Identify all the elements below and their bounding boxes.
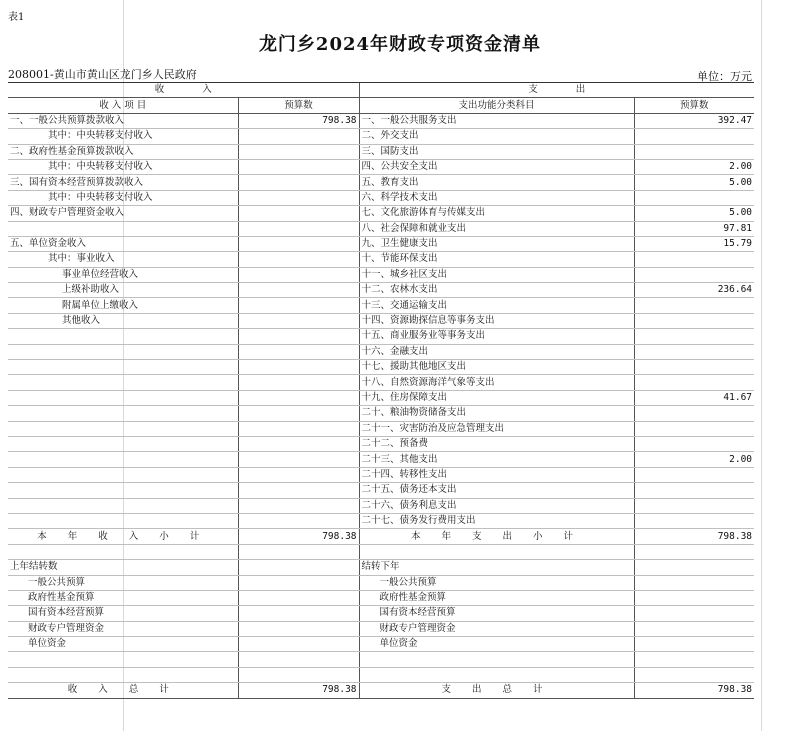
income-item-cell: 三、国有资本经营预算拨款收入: [8, 175, 238, 190]
expense-amount-cell: [634, 637, 754, 652]
expense-amount-cell: [634, 421, 754, 436]
expense-item-cell: 十九、住房保障支出: [359, 390, 634, 405]
income-item-cell: 其中：事业收入: [8, 252, 238, 267]
table-row: [8, 606, 754, 621]
income-amount-cell: 798.38: [238, 529, 359, 544]
income-amount-cell: [238, 421, 359, 436]
income-amount-cell: 798.38: [238, 113, 359, 128]
expense-item-cell: 十八、自然资源海洋气象等支出: [359, 375, 634, 390]
table-row: [8, 190, 754, 205]
table-row: [8, 113, 754, 128]
budget-table: [8, 82, 754, 699]
income-amount-cell: [238, 483, 359, 498]
table-row: [8, 621, 754, 636]
expense-item-cell: 二十五、债务还本支出: [359, 483, 634, 498]
expense-amount-cell: [634, 267, 754, 282]
expense-item-cell: 本 年 支 出 小 计: [359, 529, 634, 544]
expense-amount-cell: 392.47: [634, 113, 754, 128]
income-item-cell: [8, 544, 238, 559]
expense-amount-cell: [634, 252, 754, 267]
income-item-cell: 其他收入: [8, 313, 238, 328]
expense-item-cell: 十三、交通运输支出: [359, 298, 634, 313]
expense-amount-cell: 15.79: [634, 236, 754, 251]
income-amount-cell: [238, 652, 359, 667]
expense-item-cell: 七、文化旅游体育与传媒支出: [359, 206, 634, 221]
income-item-cell: [8, 467, 238, 482]
income-item-cell: [8, 452, 238, 467]
income-amount-cell: [238, 190, 359, 205]
table-row: [8, 421, 754, 436]
income-item-cell: 五、单位资金收入: [8, 236, 238, 251]
header-row: [8, 83, 754, 98]
expense-item-cell: 结转下年: [359, 560, 634, 575]
expense-item-cell: 八、社会保障和就业支出: [359, 221, 634, 236]
expense-item-cell: 三、国防支出: [359, 144, 634, 159]
income-item-cell: 政府性基金预算: [8, 590, 238, 605]
expense-item-cell: 二十、粮油物资储备支出: [359, 406, 634, 421]
expense-item-cell: 四、公共安全支出: [359, 159, 634, 174]
expense-item-cell: 十七、援助其他地区支出: [359, 360, 634, 375]
expense-amount-cell: [634, 652, 754, 667]
income-item-cell: 一、一般公共预算拨款收入: [8, 113, 238, 128]
expense-amount-cell: [634, 436, 754, 451]
income-amount-cell: [238, 590, 359, 605]
expense-item-cell: 十二、农林水支出: [359, 283, 634, 298]
income-header: 收 入: [8, 83, 359, 98]
table-row: [8, 467, 754, 482]
income-amount-cell: [238, 175, 359, 190]
expense-item-cell: 二十一、灾害防治及应急管理支出: [359, 421, 634, 436]
income-amount-cell: [238, 390, 359, 405]
expense-amount-cell: [634, 298, 754, 313]
budget-header: 预算数: [634, 98, 754, 113]
expense-item-cell: 一般公共预算: [359, 575, 634, 590]
table-row: [8, 344, 754, 359]
income-amount-cell: [238, 375, 359, 390]
income-amount-cell: [238, 129, 359, 144]
income-item-cell: [8, 483, 238, 498]
expense-amount-cell: 41.67: [634, 390, 754, 405]
expense-item-cell: 十、节能环保支出: [359, 252, 634, 267]
income-item-cell: [8, 667, 238, 682]
table-row: [8, 221, 754, 236]
table-row: [8, 498, 754, 513]
expense-item-cell: 十一、城乡社区支出: [359, 267, 634, 282]
expense-amount-cell: [634, 129, 754, 144]
expense-amount-cell: 5.00: [634, 206, 754, 221]
income-item-cell: [8, 344, 238, 359]
expense-item-cell: 二十二、预备费: [359, 436, 634, 451]
income-amount-cell: [238, 452, 359, 467]
income-amount-cell: [238, 513, 359, 528]
income-item-cell: [8, 329, 238, 344]
income-amount-cell: [238, 313, 359, 328]
expense-amount-cell: 798.38: [634, 683, 754, 698]
income-item-cell: 国有资本经营预算: [8, 606, 238, 621]
table-row: [8, 252, 754, 267]
income-amount-cell: 798.38: [238, 683, 359, 698]
table-row: [8, 175, 754, 190]
table-row: [8, 390, 754, 405]
income-item-cell: [8, 360, 238, 375]
income-amount-cell: [238, 252, 359, 267]
expense-amount-cell: [634, 190, 754, 205]
table-row: [8, 236, 754, 251]
expense-item-cell: 九、卫生健康支出: [359, 236, 634, 251]
table-tag: 表1: [8, 12, 25, 23]
table-row: [8, 360, 754, 375]
table-row: [8, 452, 754, 467]
table-row: [8, 637, 754, 652]
expense-amount-cell: [634, 560, 754, 575]
expense-amount-cell: 236.64: [634, 283, 754, 298]
expense-amount-cell: [634, 313, 754, 328]
income-amount-cell: [238, 298, 359, 313]
income-amount-cell: [238, 436, 359, 451]
expense-amount-cell: [634, 483, 754, 498]
expense-amount-cell: [634, 606, 754, 621]
table-row: [8, 590, 754, 605]
table-row: [8, 159, 754, 174]
table-row: [8, 313, 754, 328]
income-amount-cell: [238, 221, 359, 236]
income-item-cell: [8, 421, 238, 436]
expense-item-cell: 五、教育支出: [359, 175, 634, 190]
income-item-header: 收 入 项 目: [8, 98, 238, 113]
page-title: 龙门乡2024年财政专项资金清单: [258, 34, 542, 55]
table-row: [8, 544, 754, 559]
income-item-cell: 其中：中央转移支付收入: [8, 190, 238, 205]
income-amount-cell: [238, 544, 359, 559]
expense-item-cell: 二十七、债务发行费用支出: [359, 513, 634, 528]
expense-amount-cell: [634, 344, 754, 359]
income-amount-cell: [238, 621, 359, 636]
income-amount-cell: [238, 467, 359, 482]
income-amount-cell: [238, 560, 359, 575]
expense-amount-cell: [634, 360, 754, 375]
table-row: [8, 436, 754, 451]
income-item-cell: [8, 390, 238, 405]
table-row: [8, 483, 754, 498]
expense-item-cell: 财政专户管理资金: [359, 621, 634, 636]
table-row: [8, 513, 754, 528]
income-item-cell: [8, 513, 238, 528]
income-amount-cell: [238, 667, 359, 682]
table-row: [8, 329, 754, 344]
income-item-cell: [8, 221, 238, 236]
income-item-cell: 事业单位经营收入: [8, 267, 238, 282]
table-row: [8, 144, 754, 159]
expense-header: 支 出: [359, 83, 754, 98]
expense-amount-cell: [634, 406, 754, 421]
income-amount-cell: [238, 406, 359, 421]
income-item-cell: 四、财政专户管理资金收入: [8, 206, 238, 221]
expense-item-cell: [359, 544, 634, 559]
income-amount-cell: [238, 283, 359, 298]
expense-item-cell: 二十三、其他支出: [359, 452, 634, 467]
expense-amount-cell: [634, 575, 754, 590]
expense-item-cell: [359, 667, 634, 682]
expense-item-cell: 十四、资源勘探信息等事务支出: [359, 313, 634, 328]
income-amount-cell: [238, 267, 359, 282]
expense-amount-cell: 798.38: [634, 529, 754, 544]
income-amount-cell: [238, 606, 359, 621]
expense-item-cell: 二十六、债务利息支出: [359, 498, 634, 513]
income-item-cell: 收 入 总 计: [8, 683, 238, 698]
expense-amount-cell: [634, 544, 754, 559]
table-row: [8, 406, 754, 421]
expense-amount-cell: [634, 621, 754, 636]
income-item-cell: [8, 375, 238, 390]
expense-amount-cell: [634, 513, 754, 528]
expense-amount-cell: [634, 498, 754, 513]
income-item-cell: [8, 498, 238, 513]
expense-item-header: 支出功能分类科目: [359, 98, 634, 113]
income-amount-cell: [238, 360, 359, 375]
expense-item-cell: 十六、金融支出: [359, 344, 634, 359]
expense-item-cell: 支 出 总 计: [359, 683, 634, 698]
income-amount-cell: [238, 144, 359, 159]
expense-amount-cell: 97.81: [634, 221, 754, 236]
income-item-cell: 财政专户管理资金: [8, 621, 238, 636]
income-item-cell: [8, 436, 238, 451]
expense-item-cell: [359, 652, 634, 667]
expense-amount-cell: [634, 667, 754, 682]
income-amount-cell: [238, 206, 359, 221]
expense-amount-cell: [634, 329, 754, 344]
table-row: [8, 652, 754, 667]
table-row: [8, 575, 754, 590]
expense-amount-cell: 2.00: [634, 159, 754, 174]
income-amount-cell: [238, 344, 359, 359]
income-amount-cell: [238, 637, 359, 652]
expense-amount-cell: [634, 590, 754, 605]
table-row: [8, 375, 754, 390]
expense-item-cell: 单位资金: [359, 637, 634, 652]
expense-item-cell: 二十四、转移性支出: [359, 467, 634, 482]
income-item-cell: 其中：中央转移支付收入: [8, 129, 238, 144]
table-row: [8, 683, 754, 698]
unit-name: 208001-黄山市黄山区龙门乡人民政府: [8, 68, 197, 81]
header-row: [8, 98, 754, 113]
table-row: [8, 283, 754, 298]
budget-header: 预算数: [238, 98, 359, 113]
grid-line: [761, 0, 762, 731]
income-amount-cell: [238, 159, 359, 174]
table-row: [8, 129, 754, 144]
table-row: [8, 267, 754, 282]
income-amount-cell: [238, 498, 359, 513]
unit-label: 单位：万元: [697, 70, 752, 83]
expense-amount-cell: [634, 375, 754, 390]
expense-amount-cell: 5.00: [634, 175, 754, 190]
expense-item-cell: 国有资本经营预算: [359, 606, 634, 621]
income-item-cell: 单位资金: [8, 637, 238, 652]
table-row: [8, 206, 754, 221]
expense-item-cell: 一、一般公共服务支出: [359, 113, 634, 128]
income-item-cell: 本 年 收 入 小 计: [8, 529, 238, 544]
income-amount-cell: [238, 329, 359, 344]
income-item-cell: 二、政府性基金预算拨款收入: [8, 144, 238, 159]
table-row: [8, 667, 754, 682]
expense-item-cell: 政府性基金预算: [359, 590, 634, 605]
income-item-cell: [8, 652, 238, 667]
expense-amount-cell: [634, 467, 754, 482]
expense-item-cell: 六、科学技术支出: [359, 190, 634, 205]
income-item-cell: 其中：中央转移支付收入: [8, 159, 238, 174]
income-item-cell: 一般公共预算: [8, 575, 238, 590]
table-row: [8, 560, 754, 575]
table-row: [8, 298, 754, 313]
income-item-cell: 附属单位上缴收入: [8, 298, 238, 313]
income-item-cell: 上年结转数: [8, 560, 238, 575]
income-amount-cell: [238, 575, 359, 590]
expense-item-cell: 十五、商业服务业等事务支出: [359, 329, 634, 344]
table-row: [8, 529, 754, 544]
expense-amount-cell: [634, 144, 754, 159]
expense-item-cell: 二、外交支出: [359, 129, 634, 144]
expense-amount-cell: 2.00: [634, 452, 754, 467]
income-amount-cell: [238, 236, 359, 251]
income-item-cell: [8, 406, 238, 421]
income-item-cell: 上级补助收入: [8, 283, 238, 298]
